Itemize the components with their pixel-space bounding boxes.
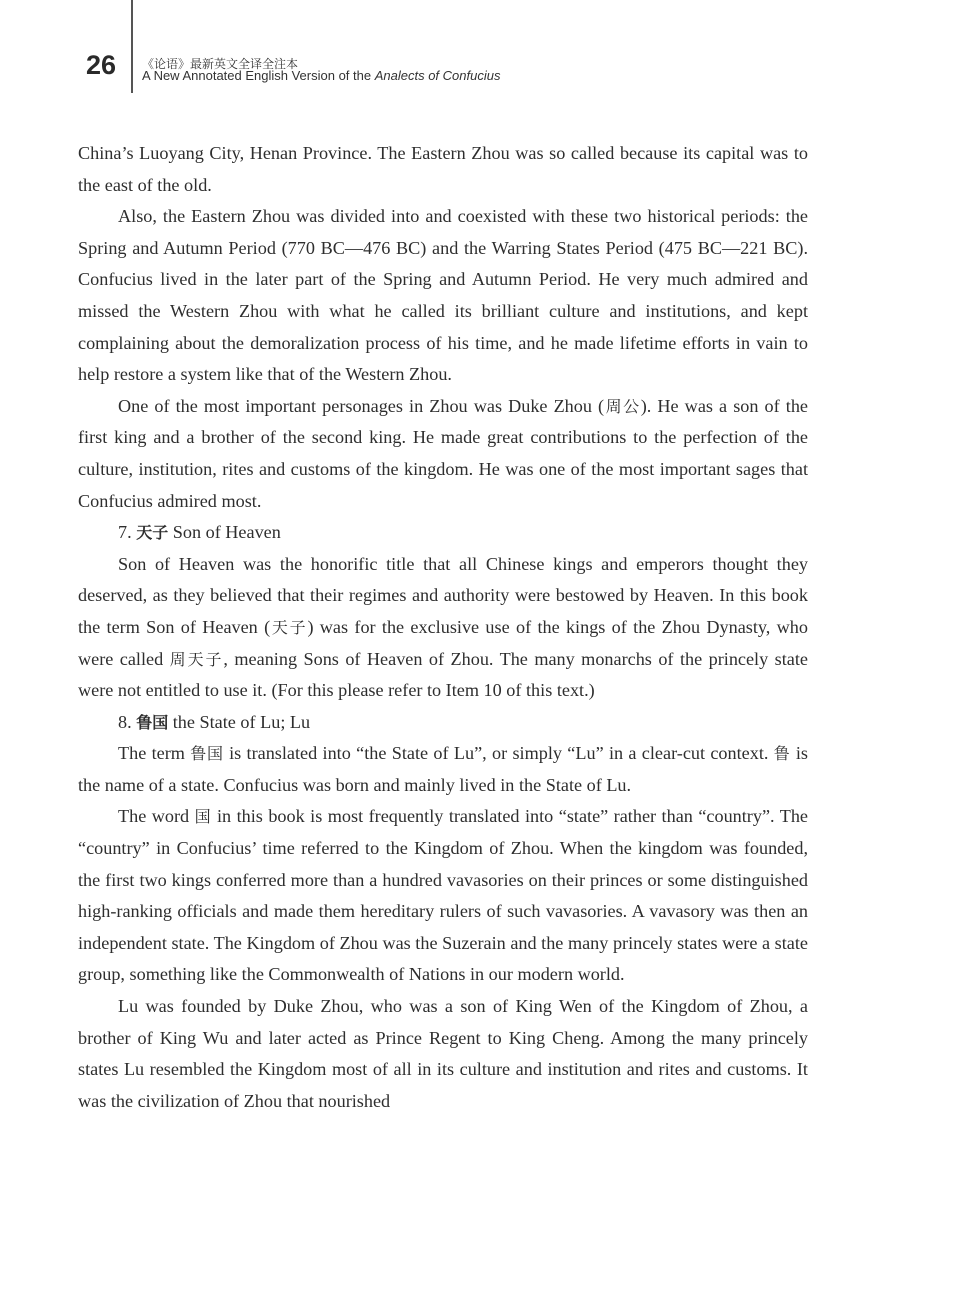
page-body [78,138,808,1117]
text-run: ). He was a son of the first king and a brother of the second king. He made great contributions to the perfection of the culture, institution, rites and customs of the kingdom. He was one of the most important sages that Confucius admired most. [78,395,808,511]
text-run: The word [118,806,195,827]
chinese-term: 周天子 [169,649,224,669]
item-title: Son of Heaven [172,522,281,543]
text-run: , meaning Sons of Heaven of Zhou. The many monarchs of the princely state were not entitled to use it. (For this please refer to Item 10 of this text.) [78,648,808,701]
text-run: is the name of a state. Confucius was born and mainly lived in the State of Lu. [78,743,808,795]
book-title-english [142,68,500,83]
chinese-term: 鲁国 [136,712,169,732]
text-run: ) was for the exclusive use of the kings of the Zhou Dynasty, who were called [78,616,808,669]
paragraph-eastern-zhou-periods: Also, the Eastern Zhou was divided into and coexisted with these two historical periods: the Spring and Autumn Period (770 BC—476 BC) and the Warring States Period (475 BC—221 BC). Confucius lived in the later part of the Spring and Autumn Period. He very much admired and missed the Western Zhou with what he called its brilliant culture and institutions, and kept complaining about the demoralization process of his time, and he made lifetime efforts in vain to help restore a system like that of the Western Zhou. [78,206,808,385]
header-divider [131,0,133,93]
text-run: The term [118,743,191,764]
chinese-term: 周公 [604,396,641,416]
chinese-term: 国 [194,807,212,827]
paragraph-son-of-heaven [78,549,808,707]
item-heading-7 [78,517,808,549]
page-header [0,0,960,100]
item-number: 8. [118,711,132,732]
chinese-term: 天子 [136,523,169,543]
page-number: 26 [86,50,117,80]
book-title-chinese: 《论语》最新英文全译全注本 [142,57,299,71]
paragraph-word-state [78,801,808,991]
text-run: Son of Heaven was the honorific title that all Chinese kings and emperors thought they deserved, as they believed that their regimes and authority were bestowed by Heaven. In this book the term Son of Heaven ( [78,553,808,637]
paragraph-continuation: China’s Luoyang City, Henan Province. The Eastern Zhou was so called because its capital was to the east of the old. [78,143,808,195]
book-title-english-prefix: A New Annotated English Version of the [142,68,375,83]
item-title: the State of Lu; Lu [172,711,311,732]
text-run: is translated into “the State of Lu”, or simply “Lu” in a clear-cut context. [223,743,774,764]
book-title-english-italic: Analects of Confucius [374,68,501,83]
paragraph-duke-zhou [78,391,808,517]
text-run: in this book is most frequently translated into “state” rather than “country”. The “country” in Confucius’ time referred to the Kingdom of Zhou. When the kingdom was founded, the first two kings conferred more than a hundred vavasories on their princes or some distinguished high-ranking officials and made them hereditary rulers of such vavasories. A vavasory was then an independent state. The Kingdom of Zhou was the Suzerain and the many princely states were a state group, something like the Commonwealth of Nations in our modern world. [78,806,808,985]
paragraph-lu-founding: Lu was founded by Duke Zhou, who was a son of King Wen of the Kingdom of Zhou, a brother of King Wu and later acted as Prince Regent to King Cheng. Among the many princely states Lu resembled the Kingdom most of all in its culture and institution and rites and customs. It was the civilization of Zhou that nourished [78,996,808,1111]
chinese-term: 鲁国 [190,744,224,764]
chinese-term: 天子 [270,617,308,637]
paragraph-state-of-lu [78,738,808,801]
item-number: 7. [118,522,132,543]
chinese-term: 鲁 [773,744,791,764]
text-run: One of the most important personages in Zhou was Duke Zhou ( [118,395,605,416]
item-heading-8 [78,707,808,739]
